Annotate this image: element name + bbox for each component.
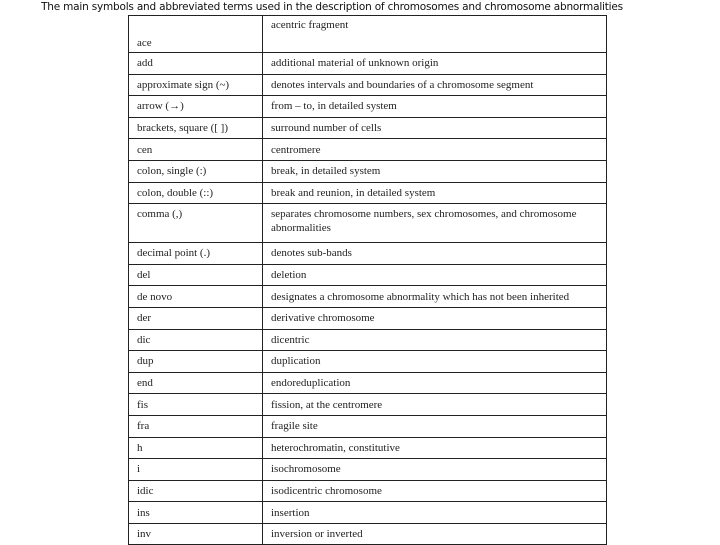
table-row <box>129 437 607 459</box>
table-row <box>129 480 607 502</box>
term-cell: der <box>129 307 263 329</box>
meaning-cell: isochromosome <box>263 459 607 481</box>
term-cell: del <box>129 264 263 286</box>
meaning-cell: from – to, in detailed system <box>263 96 607 118</box>
meaning-cell: break, in detailed system <box>263 160 607 182</box>
table-row <box>129 160 607 182</box>
meaning-cell: centromere <box>263 139 607 161</box>
meaning-cell: isodicentric chromosome <box>263 480 607 502</box>
meaning-cell: endoreduplication <box>263 372 607 394</box>
term-cell: fis <box>129 394 263 416</box>
term-cell: h <box>129 437 263 459</box>
meaning-cell: denotes sub-bands <box>263 243 607 265</box>
table-row <box>129 96 607 118</box>
table-row <box>129 329 607 351</box>
table-row <box>129 502 607 524</box>
table-row <box>129 286 607 308</box>
meaning-cell: dicentric <box>263 329 607 351</box>
meaning-cell: surround number of cells <box>263 117 607 139</box>
meaning-cell: heterochromatin, constitutive <box>263 437 607 459</box>
table-row <box>129 204 607 243</box>
meaning-cell: designates a chromosome abnormality which has not been inherited <box>263 286 607 308</box>
term-cell: end <box>129 372 263 394</box>
term-cell: arrow (→) <box>129 96 263 118</box>
meaning-cell: inversion or inverted <box>263 523 607 545</box>
meaning-cell: denotes intervals and boundaries of a chromosome segment <box>263 74 607 96</box>
term-cell: fra <box>129 415 263 437</box>
meaning-cell: fission, at the centromere <box>263 394 607 416</box>
term-cell: idic <box>129 480 263 502</box>
table-row <box>129 117 607 139</box>
meaning-cell: fragile site <box>263 415 607 437</box>
term-cell: i <box>129 459 263 481</box>
term-cell: decimal point (.) <box>129 243 263 265</box>
meaning-cell: separates chromosome numbers, sex chromosomes, and chromosome abnormalities <box>263 204 607 243</box>
table-row <box>129 16 607 53</box>
table-row <box>129 351 607 373</box>
term-cell: ins <box>129 502 263 524</box>
meaning-cell: additional material of unknown origin <box>263 53 607 75</box>
table-row <box>129 372 607 394</box>
meaning-cell: insertion <box>263 502 607 524</box>
term-cell: inv <box>129 523 263 545</box>
term-cell: approximate sign (~) <box>129 74 263 96</box>
term-cell: comma (,) <box>129 204 263 243</box>
term-cell: colon, double (::) <box>129 182 263 204</box>
table-row <box>129 307 607 329</box>
meaning-cell: break and reunion, in detailed system <box>263 182 607 204</box>
term-cell: de novo <box>129 286 263 308</box>
symbols-table <box>128 15 607 545</box>
table-row <box>129 264 607 286</box>
term-cell: ace <box>129 16 263 53</box>
table-row <box>129 74 607 96</box>
table-row <box>129 53 607 75</box>
table-row <box>129 139 607 161</box>
term-cell: dup <box>129 351 263 373</box>
meaning-cell: duplication <box>263 351 607 373</box>
term-cell: add <box>129 53 263 75</box>
table-row <box>129 523 607 545</box>
table-row <box>129 394 607 416</box>
term-cell: colon, single (:) <box>129 160 263 182</box>
meaning-cell: deletion <box>263 264 607 286</box>
table-row <box>129 415 607 437</box>
table-row <box>129 243 607 265</box>
table-row <box>129 182 607 204</box>
meaning-cell: derivative chromosome <box>263 307 607 329</box>
page-title: The main symbols and abbreviated terms used in the description of chromosomes and chromosome abnormalities <box>41 1 623 13</box>
term-cell: dic <box>129 329 263 351</box>
term-cell: brackets, square ([ ]) <box>129 117 263 139</box>
meaning-cell: acentric fragment <box>263 16 607 53</box>
table-row <box>129 459 607 481</box>
term-cell: cen <box>129 139 263 161</box>
